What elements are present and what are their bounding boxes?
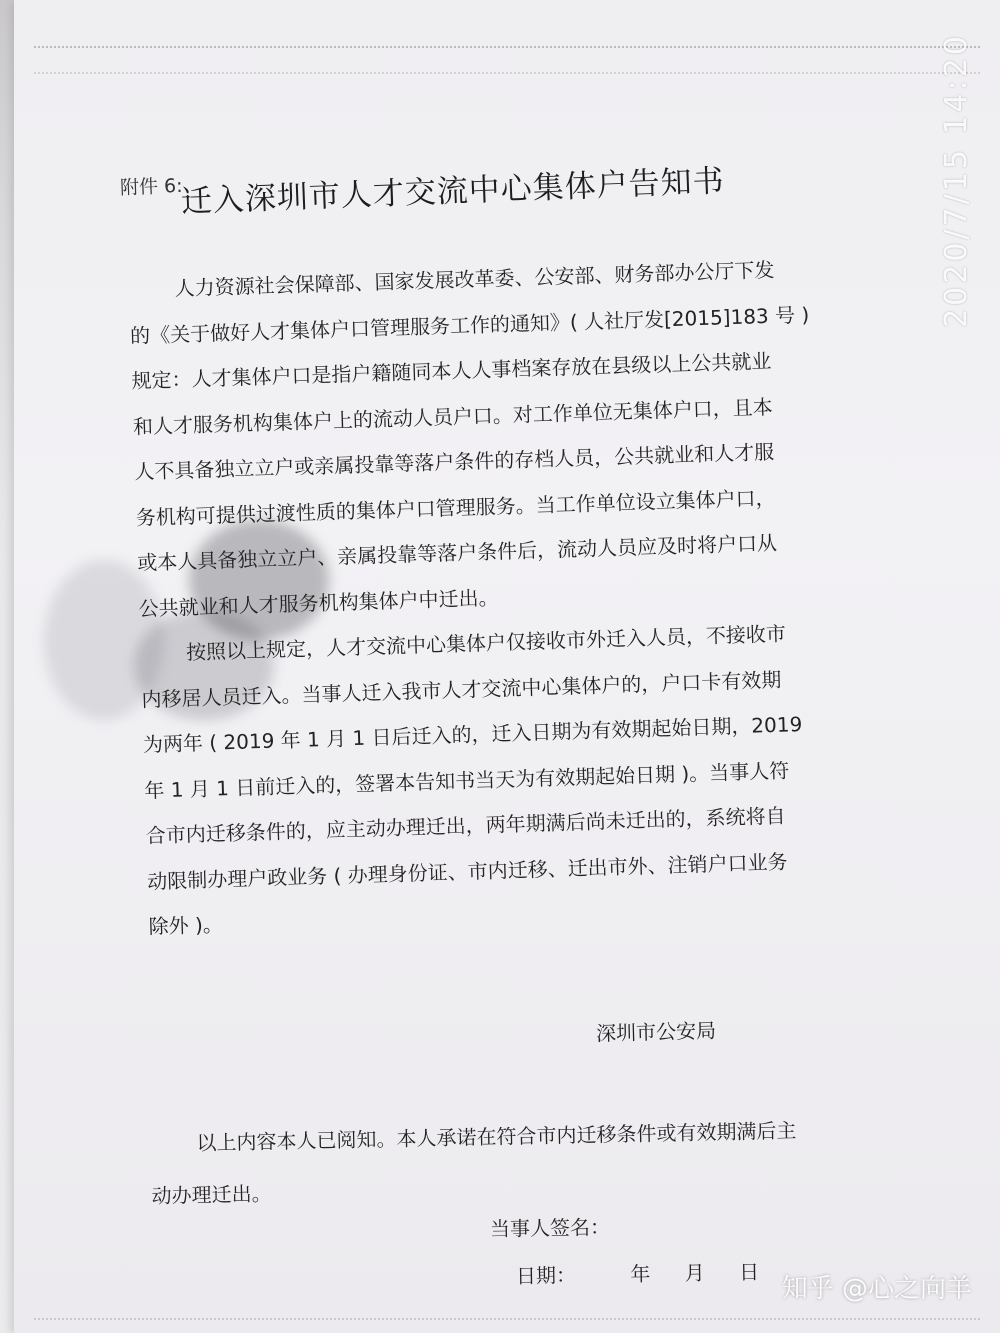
signature-label: 当事人签名： — [489, 1214, 611, 1242]
body-line: 人力资源社会保障部、国家发展改革委、公安部、财务部办公厅下发 — [174, 257, 775, 301]
body-line: 的《关于做好人才集体户口管理服务工作的通知》( 人社厅发[2015]183 号 ) — [129, 302, 810, 348]
perforation-top — [34, 46, 980, 48]
date-day: 日 — [738, 1259, 760, 1285]
perforation-top-faint — [34, 72, 980, 74]
body-line: 公共就业和人才服务机构集体户中迁出。 — [138, 585, 499, 621]
source-watermark: 知乎 @心之向羊 — [781, 1274, 972, 1304]
ack-line: 以上内容本人已阅知。本人承诺在符合市内迁移条件或有效期满后主 — [196, 1118, 797, 1156]
body-line: 按照以上规定，人才交流中心集体户仅接收市外迁入人员，不接收市 — [185, 621, 787, 665]
body-line: 为两年 ( 2019 年 1 月 1 日后迁入的，迁入日期为有效期起始日期，2019 — [142, 712, 803, 757]
issuing-authority: 深圳市公安局 — [595, 1018, 717, 1046]
date-year: 年 — [630, 1261, 651, 1287]
body-line: 动限制办理户政业务 ( 办理身份证、市内迁移、迁出市外、注销户口业务 — [146, 849, 788, 894]
acknowledgement — [150, 1103, 872, 1222]
body-line: 除外 )。 — [148, 912, 224, 939]
attachment-label: 附件 6: — [119, 174, 183, 200]
body-line: 或本人具备独立立户、亲属投靠等落户条件后，流动人员应及时将户口从 — [136, 530, 778, 575]
perforation-bottom — [34, 1318, 980, 1320]
page-title: 迁入深圳市人才交流中心集体户告知书 — [180, 163, 726, 220]
date-month: 月 — [684, 1260, 705, 1286]
date-field — [516, 1256, 760, 1289]
body-line: 年 1 月 1 日前迁入的，签署本告知书当天为有效期起始日期 )。当事人符 — [144, 757, 790, 803]
body-line: 合市内迁移条件的，应主动办理迁出，两年期满后尚未迁出的，系统将自 — [145, 803, 786, 848]
date-label: 日期： — [515, 1263, 577, 1289]
body-line: 和人才服务机构集体户上的流动人员户口。对工作单位无集体户口，且本 — [132, 394, 774, 439]
body-line: 内移居人员迁入。当事人迁入我市人才交流中心集体户的，户口卡有效期 — [141, 667, 782, 712]
notice-body — [128, 246, 849, 950]
body-line: 务机构可提供过渡性质的集体户口管理服务。当工作单位设立集体户口， — [135, 485, 776, 530]
photo-timestamp: 2020/7/15 14:20 — [938, 32, 974, 328]
body-line: 人不具备独立立户或亲属投靠等落户条件的存档人员，公共就业和人才服 — [134, 439, 775, 484]
ack-line: 动办理迁出。 — [151, 1181, 272, 1208]
body-line: 规定：人才集体户口是指户籍随同本人人事档案存放在县级以上公共就业 — [131, 348, 772, 393]
